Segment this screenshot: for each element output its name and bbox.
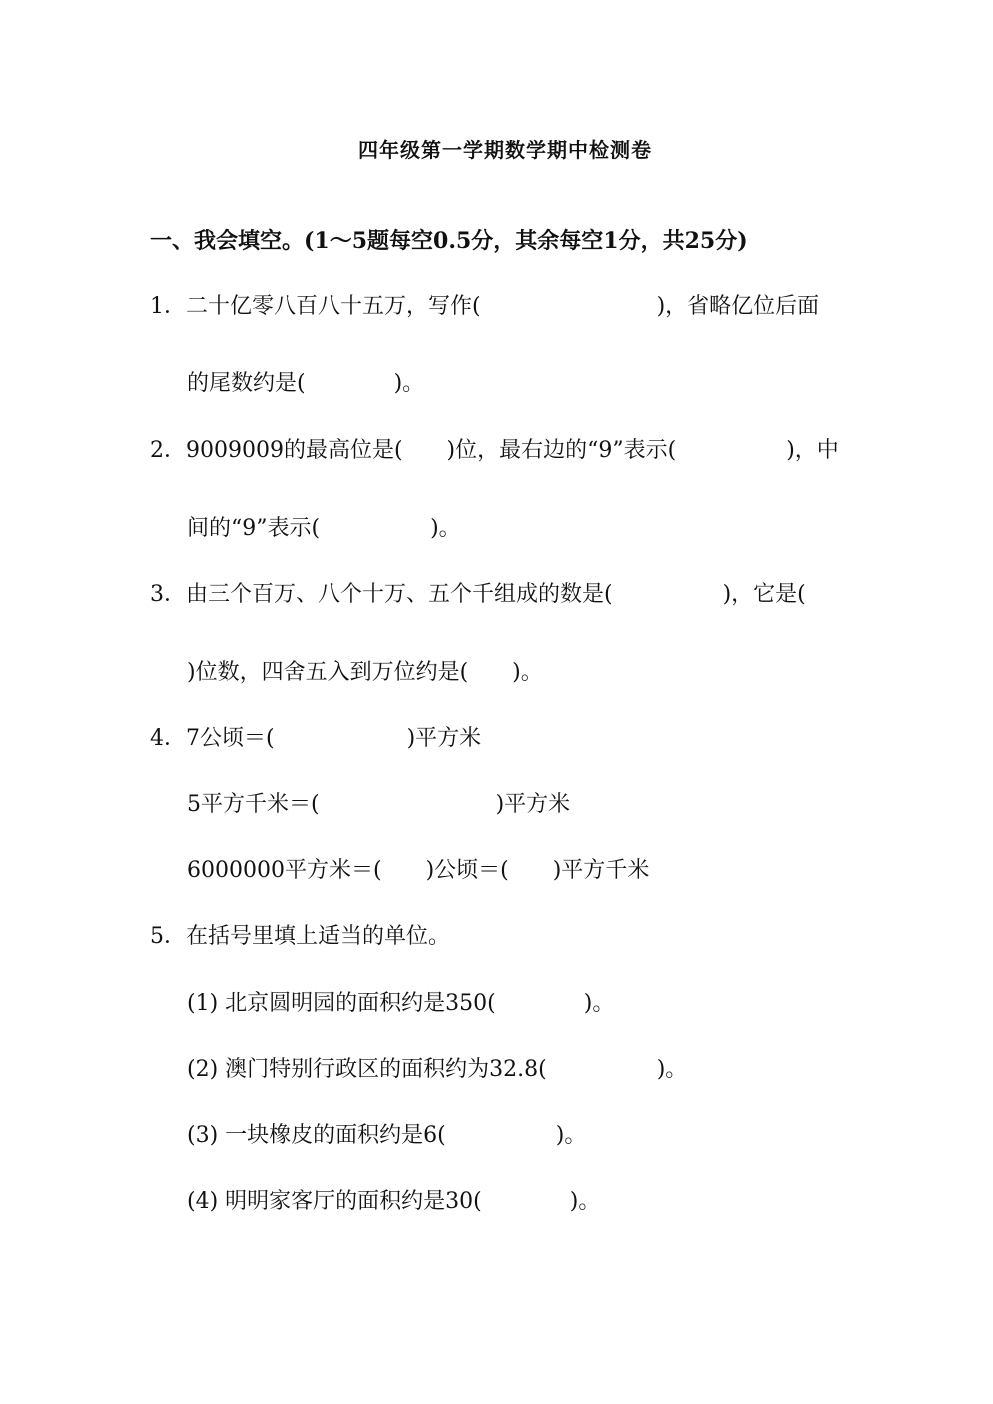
question-4-line-1: 4．7公顷＝( )平方米 [150,726,482,751]
question-2-line-2: 间的“9”表示( )。 [187,516,461,541]
question-4-line-3: 6000000平方米＝( )公顷＝( )平方千米 [187,858,650,883]
page-title: 四年级第一学期数学期中检测卷 [358,138,652,162]
question-5-item-4: (4) 明明家客厅的面积约是30( )。 [187,1189,601,1214]
question-4-line-2: 5平方千米＝( )平方米 [187,792,571,817]
question-5-item-1: (1) 北京圆明园的面积约是350( )。 [187,991,615,1016]
question-3-line-2: )位数，四舍五入到万位约是( )。 [187,660,543,685]
question-5-item-2: (2) 澳门特别行政区的面积约为32.8( )。 [187,1057,688,1082]
section-heading: 一、我会填空。(1～5题每空0.5分，其余每空1分，共25分) [150,228,748,254]
question-1-line-2: 的尾数约是( )。 [187,371,425,396]
question-5-line-1: 5．在括号里填上适当的单位。 [150,924,450,949]
question-2-line-1: 2．9009009的最高位是( )位，最右边的“9”表示( )，中 [150,438,839,463]
question-5-item-3: (3) 一块橡皮的面积约是6( )。 [187,1123,587,1148]
question-3-line-1: 3．由三个百万、八个十万、五个千组成的数是( )，它是( [150,582,806,607]
question-1-line-1: 1．二十亿零八百八十五万，写作( )，省略亿位后面 [150,294,820,319]
